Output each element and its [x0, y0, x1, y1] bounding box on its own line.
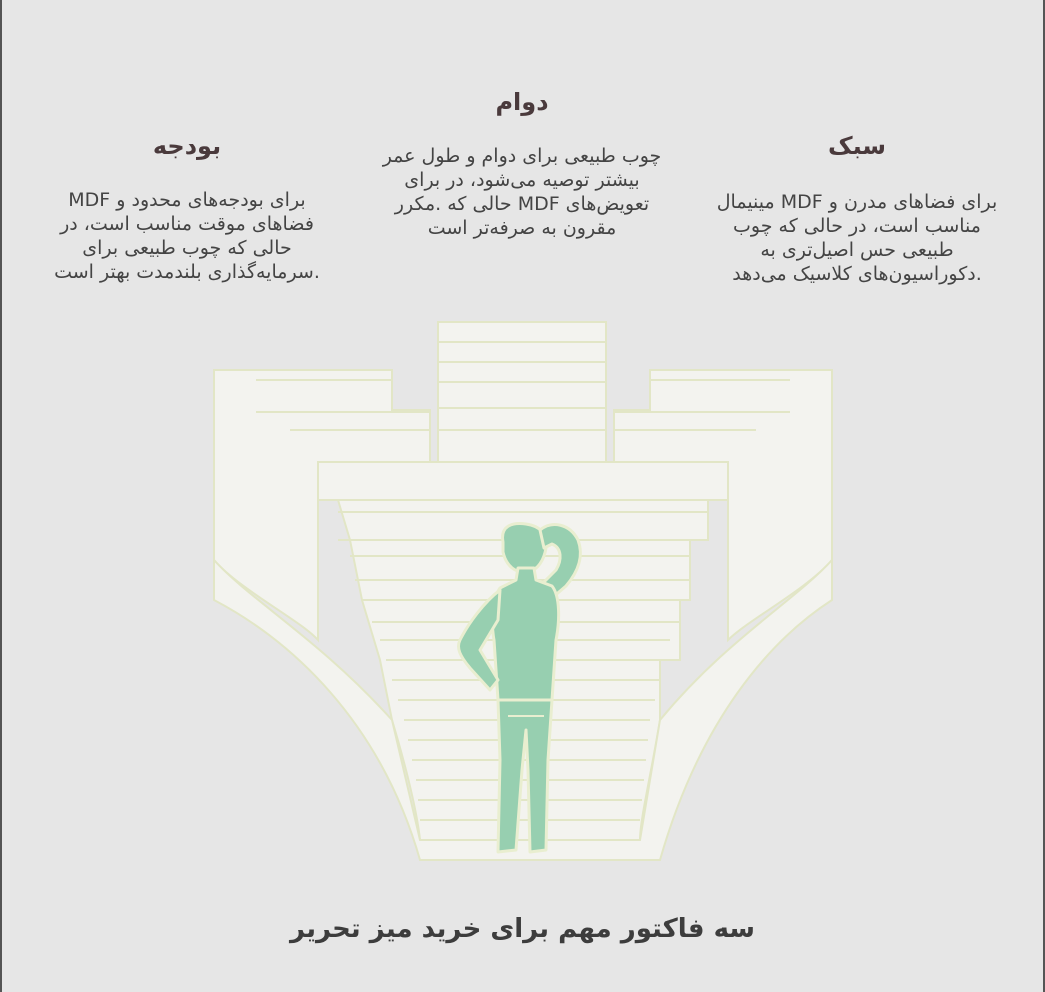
style-text: برای فضاهای مدرن و MDF مینیمال مناسب است، در حالی که چوب طبیعی حس اصیل‌تری به .دکوراسیون‌های کلاسیک می‌دهد	[716, 191, 998, 285]
person-torso	[492, 568, 558, 700]
durability-text: چوب طبیعی برای دوام و طول عمر بیشتر توصیه می‌شود، در برای تعویض‌های MDF حالی که .مکرر مقرون به صرفه‌تر است	[382, 145, 662, 239]
budget-text: برای بودجه‌های محدود و MDF فضاهای موقت مناسب است، در حالی که چوب طبیعی برای .سرمایه‌گذاری بلندمدت بهتر است	[54, 189, 320, 283]
durability-title: دوام	[495, 88, 549, 116]
footer-title: سه فاکتور مهم برای خرید میز تحریر	[290, 914, 755, 944]
style-title: سبک	[828, 132, 886, 160]
budget-title: بودجه	[152, 132, 222, 160]
